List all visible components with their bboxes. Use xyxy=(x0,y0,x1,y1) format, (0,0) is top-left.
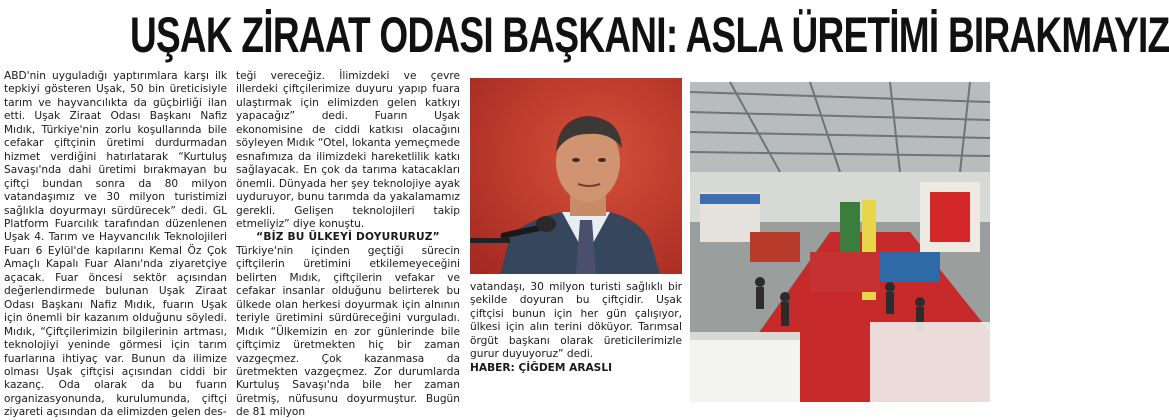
subheading: “BİZ BU ÜLKEYİ DOYURURUZ” xyxy=(256,231,440,244)
article-paragraph: Türkiye'nin içinden geçtiği sürecin çiftçilerin üretimini etkilemeyeceğini belirten Mıdık, çiftçilerin vefakar ve cefakar insanlar olduğunu belirterek bu ülkede olan herkesi doyurmak için alnının teriyle üretimini sürdüreceğini vurguladı. Mıdık “Ülkemizin en zor günlerinde bile çiftçimiz üretmekten hiç bir zaman vazgeçmez. Çok kazanmasa da üretmekten vazgeçmez. Zor durumlarda Kurtuluş Savaşı'nda bile her zaman üretmiş, nüfusunu doyurmuştur. Bugün de 81 milyon xyxy=(236,244,460,419)
article-paragraph: vatandaşı, 30 milyon turisti sağlıklı bir şekilde doyuran bu çiftçidir. Uşak çiftçisi bunun için her gün çalışıyor, ülkesi için alın terini döküyor. Tarımsal örgüt başkanı olarak üreticilerimizle gurur duyuyoruz” dedi. xyxy=(470,281,682,361)
article-paragraph: ABD'nin uyguladığı yaptırımlara karşı ilk tepkiyi gösteren Uşak, 50 bin üreticisiyle tarım ve hayvancılıkta da güçbirliği ilan etti. Uşak Ziraat Odası Başkanı Nafiz Mıdık, Türkiye'nin zorlu koşullarında bile cefakar çiftçinin üretimi durdurmadan hizmet verdiğini hatırlatarak “Kurtuluş Savaşı'nda dahi üretimi bırakmayan bu çiftçi bundan sonra da 80 milyon vatandaşımız ve 30 milyon turistimizi sağlıkla doyurmayı sürdürecek” dedi. GL Platform Fuarcılık tarafından düzenlenen Uşak 4. Tarım ve Hayvancılık Teknolojileri Fuarı 6 Eylül'de kapılarını Kemal Öz Çok Amaçlı Kapalı Fuar Alanı'nda ziyaretçiye açacak. Fuar öncesi sektör açısından değerlendirmede bulunan Uşak Ziraat Odası Başkanı Nafiz Mıdık, fuarın Uşak için önemli bir kazanım olduğunu söyledi. Mıdık, “Çiftçilerimizin bilgilerinin artması, teknolojiyi yeninde görmesi için tarım fuarlarına ihtiyaç var. Bunun da ilimize olması Uşak çiftçisi açısından ciddi bir kazanç. Oda olarak da bu fuarın organizasyonunda, kurulumunda, çiftçi ziyareti açısından da elimizden gelen des- xyxy=(4,70,227,419)
article-column-2 xyxy=(236,70,460,419)
headline: UŞAK ZİRAAT ODASI BAŞKANI: ASLA ÜRETİMİ BIRAKMAYIZ xyxy=(130,7,1169,63)
article-paragraph: teği vereceğiz. İlimizdeki ve çevre illerdeki çiftçilerimize duyuru yapıp fuara ulaştırmak için elimizden gelen katkıyı yapacağız” dedi. Fuarın Uşak ekonomisine de ciddi katkısı olacağını söyleyen Mıdık “Otel, lokanta yemeçmede esnafımıza da ilimizdeki hareketlilik katkı sağlayacak. En çok da tarıma katacakları önemli. Dünyada her şey teknolojiye ayak uyduruyor, bunu tarımda da yakalamamız gerekli. Gelişen teknolojileri takip etmeliyiz” diye konuştu. xyxy=(236,70,460,230)
article-column-1 xyxy=(4,70,227,419)
byline: HABER: ÇİĞDEM ARASLI xyxy=(470,361,613,374)
portrait-photo xyxy=(470,78,682,274)
article-column-3 xyxy=(470,281,682,404)
fair-hall-photo xyxy=(690,82,990,402)
